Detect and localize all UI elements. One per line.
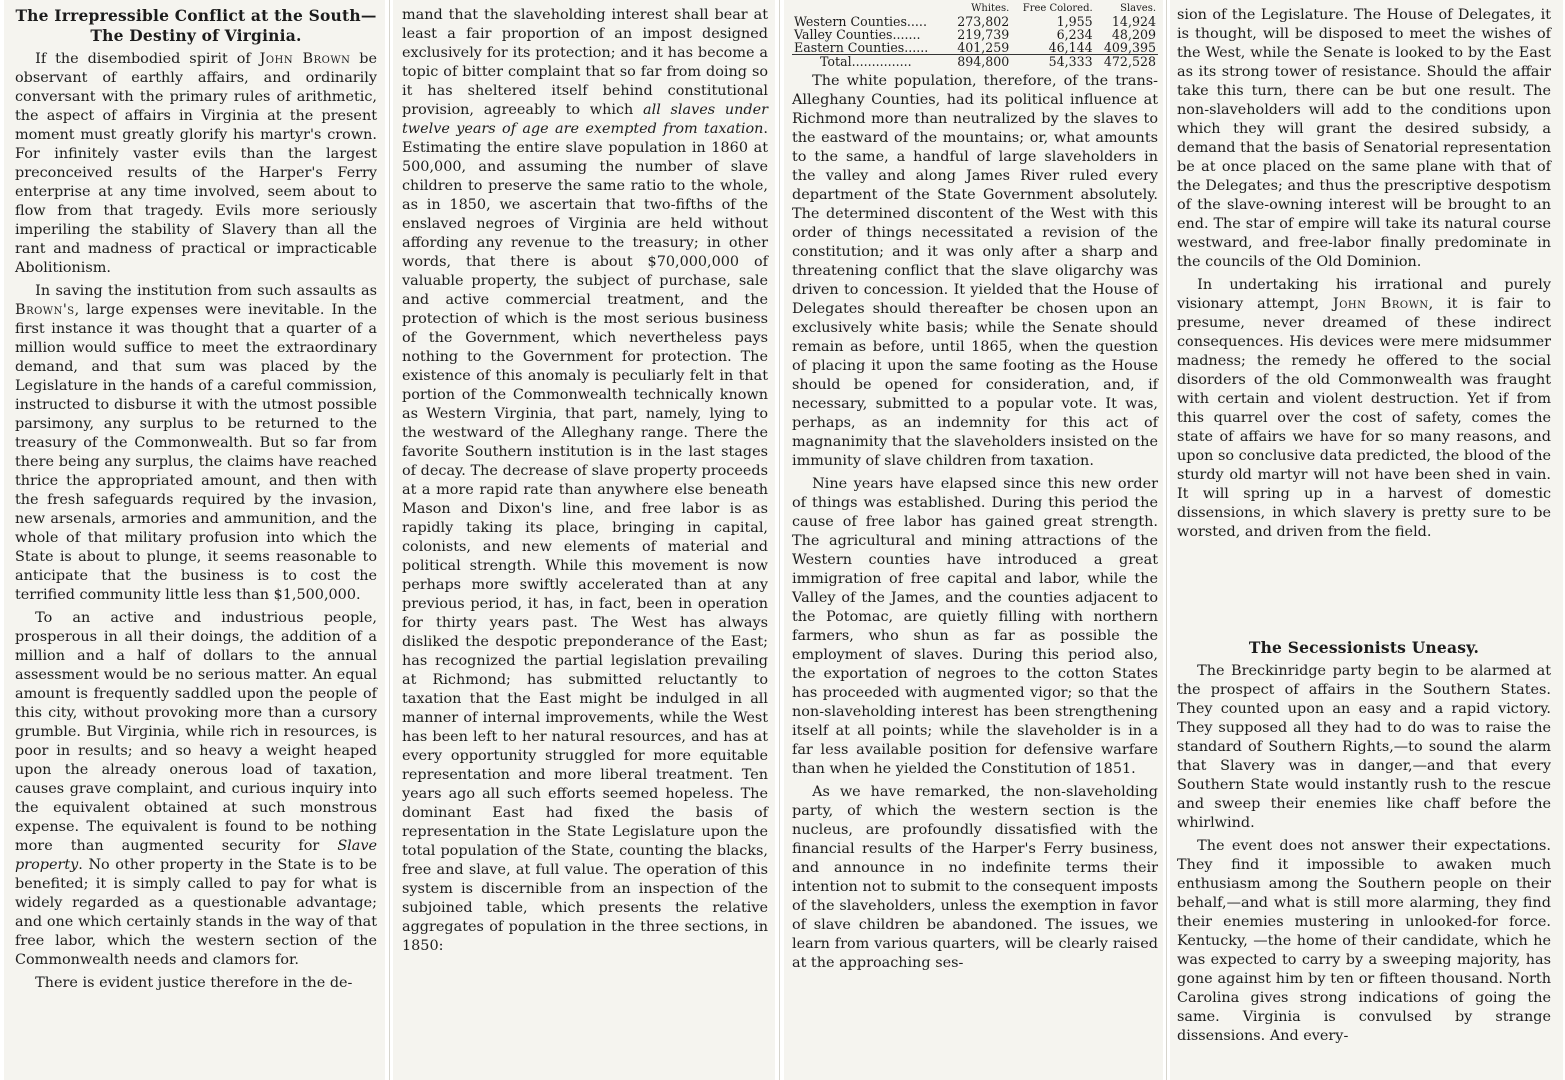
name-browns: Brown's	[15, 302, 75, 318]
census-table	[792, 2, 1158, 68]
paragraph: The Breckinridge party begin to be alarmed at the prospect of affairs in the Southern States. They counted upon an easy and a rapid victory. They supposed all they had to do was to raise the standard of Southern Rights,—to sound the alarm that Slavery was in danger,—and that every Southern State would instantly rush to the rescue and sweep their enemies like chaff before the whirlwind.	[1177, 663, 1551, 831]
paragraph: Nine years have elapsed since this new order of things was established. During this period the cause of free labor has gained great strength. The agricultural and mining attractions of the Western counties have introduced a great immigration of free capital and labor, while the Valley of the James, and the counties adjacent to the Potomac, are quietly filling with northern farmers, who shun as far as possible the employment of slaves. During this period also, the exportation of negroes to the cotton States has proceeded with augmented vigor; so that the non-slaveholding interest has been strengthening itself at all points; while the slaveholder is in a far less available position for defensive warfare than when he yielded the Constitution of 1851.	[792, 476, 1158, 777]
column-2	[393, 0, 775, 1080]
paragraph: mand that the slaveholding interest shall bear at least a fair proportion of an impost designed exclusively for its protection; and it has become a topic of bitter complaint that so far from doing so it has sheltered itself behind constitutional provision, agreeably to which all slaves under twelve years of age are exempted from taxation. Estimating the entire slave population in 1860 at 500,000, and assuming the number of slave children to preserve the same ratio to the whole, as in 1850, we ascertain that two-fifths of the enslaved negroes of Virginia are held without affording any revenue to the treasury; in other words, that there is about $70,000,000 of valuable property, the subject of purchase, sale and active commercial treatment, and the protection of which is the most serious business of the Government, which nevertheless pays nothing to the Government for protection. The existence of this anomaly is peculiarly felt in that portion of the Commonwealth technically known as Western Virginia, that part, namely, lying to the westward of the Alleghany range. There the favorite Southern institution is in the last stages of decay. The decrease of slave property proceeds at a more rapid rate than anywhere else beneath Mason and Dixon's line, and free labor is as rapidly taking its place, bringing in capital, colonists, and new elements of material and political strength. While this movement is now perhaps more swiftly accelerated than at any previous period, it has, in fact, been in operation for thirty years past. The West has always disliked the despotic preponderance of the East; has recognized the partial legislation prevailing at Richmond; has submitted reluctantly to taxation that the East might be indulged in all manner of internal improvements, while the West has been left to her natural resources, and has at every opportunity struggled for more equitable representation and more liberal treatment. Ten years ago all such efforts seemed hopeless. The dominant East had fixed the basis of representation in the State Legislature upon the total population of the State, counting the blacks, free and slave, at full value. The operation of this system is discernible from an inspection of the subjoined table, which presents the relative aggregates of population in the three sections, in 1850:	[402, 7, 768, 954]
census-header: Slaves.	[1120, 3, 1156, 14]
paragraph: In saving the institution from such assaults as Brown's, large expenses were inevitable. In the first instance it was thought that a quarter of a million would suffice to meet the extraordinary demand, and that sum was placed by the Legislature in the hands of a careful commission, instructed to disburse it with the utmost possible parsimony, any surplus to be returned to the treasury of the Commonwealth. But so far from there being any surplus, the claims have reached thrice the appropriated amount, and then with the fresh safeguards required by the invasion, new arsenals, armories and ammunition, and the whole of that military profusion into which the State is about to plunge, it seems reasonable to anticipate that the business is to cost the terrified community little less than $1,500,000.	[15, 283, 377, 603]
column-divider	[389, 0, 390, 1080]
census-row: Western Counties..... 273,802 1,955 14,924	[794, 14, 1156, 29]
column-divider	[779, 0, 780, 1080]
name-john-brown: John Brown	[1332, 296, 1429, 312]
paragraph: sion of the Legislature. The House of Delegates, it is thought, will be disposed to meet the wishes of the West, while the Senate is looked to by the East as its strong tower of resistance. Should the affair take this turn, there can be but one result. The non-slaveholders will add to the conditions upon which they will grant the desired subsidy, a demand that the basis of Senatorial representation be at once placed on the same plane with that of the Delegates; and thus the prescriptive despotism of the slave-owning interest will be brought to an end. The star of empire will take its natural course westward, and free-labor finally predominate in the councils of the Old Dominion.	[1177, 7, 1551, 270]
paragraph: The white population, therefore, of the trans-Alleghany Counties, had its political influence at Richmond more than neutralized by the slaves to the eastward of the mountains; or, what amounts to the same, a handful of large slaveholders in the valley and along James River ruled every department of the State Government absolutely. The determined discontent of the West with this order of things necessitated a revision of the constitution; and it was only after a sharp and threatening conflict that the slave oligarchy was driven to concession. It yielded that the House of Delegates should thereafter be chosen upon an exclusively white basis; while the Senate should remain as before, until 1865, when the question of placing it upon the same footing as the House should be opened for consideration, and, if necessary, submitted to a popular vote. It was, perhaps, as an indemnity for this act of magnanimity that the slaveholders insisted on the immunity of slave children from taxation.	[792, 73, 1158, 469]
article-headline: The Secessionists Uneasy.	[1248, 638, 1480, 657]
italic-slave-property: Slave property	[15, 838, 377, 873]
paragraph: The event does not answer their expectations. They find it impossible to awaken much enthusiasm among the Southern people on their behalf,—and what is still more alarming, they find their enemies mustering in unlooked-for force. Kentucky, —the home of their candidate, which he was expected to carry by a sweeping majority, has gone against him by ten or fifteen thousand. North Carolina gives strong indications of going the same. Virginia is convulsed by strange dissensions. And every-	[1177, 838, 1551, 1044]
census-header: Whites.	[971, 3, 1010, 14]
column-divider	[1166, 0, 1167, 1080]
paragraph: If the disembodied spirit of John Brown be observant of earthly affairs, and ordinarily conversant with the primary rules of arithmetic, the aspect of affairs in Virginia at the present moment must greatly glorify his martyr's crown. For infinitely vaster evils than the largest preconceived results of the Harper's Ferry enterprise at any time involved, seem about to flow from that tragedy. Evils more seriously imperiling the stability of Slavery than all the rant and madness of practical or impracticable Abolitionism.	[15, 51, 378, 276]
column-4	[1170, 0, 1563, 1080]
census-row: Eastern Counties...... 401,259 46,144 409,395	[794, 40, 1156, 55]
paragraph: As we have remarked, the non-slaveholding party, of which the western section is the nucleus, are profoundly dissatisfied with the financial results of the Harper's Ferry business, and announce in no indefinite terms their intention not to submit to the consequent imposts of the slaveholders, unless the exemption in favor of slave children be abandoned. The issues, we learn from various quarters, will be clearly raised at the approaching ses-	[792, 784, 1158, 971]
name-john-brown: John Brown	[259, 51, 351, 67]
article-headline: The Irrepressible Conflict at the South—The Destiny of Virginia.	[15, 6, 377, 45]
italic-exemption-clause: all slaves under twelve years of age are exempted from taxation	[402, 102, 768, 137]
column-3	[784, 0, 1163, 1080]
paragraph: In undertaking his irrational and purely visionary attempt, John Brown, it is fair to presume, never dreamed of these indirect consequences. His devices were mere midsummer madness; the remedy he offered to the social disorders of the old Commonwealth was fraught with certain and violent destruction. Yet if from this quarrel over the cost of safety, comes the state of affairs we have for so many reasons, and upon so conclusive data predicted, the blood of the sturdy old martyr will not have been shed in vain. It will spring up in a harvest of domestic dissensions, in which slavery is pretty sure to be worsted, and driven from the field.	[1177, 277, 1551, 540]
column-1	[4, 0, 385, 1080]
article-secessionists	[1177, 626, 1551, 1046]
census-header: Free Colored.	[1022, 3, 1093, 14]
census-row: Valley Counties....... 219,739 6,234 48,209	[794, 27, 1156, 42]
paragraph: To an active and industrious people, prosperous in all their doings, the addition of a million and a half of dollars to the annual assessment would be no serious matter. An equal amount is frequently saddled upon the people of this city, without provoking more than a cursory grumble. But Virginia, while rich in resources, is poor in results; and so heavy a weight heaped upon the already onerous load of taxation, causes grave complaint, and curious inquiry into the equivalent obtained at such monstrous expense. The equivalent is found to be nothing more than augmented security for Slave property. No other property in the State is to be benefited; it is simply called to pay for what is widely regarded as a questionable advantage; and one which certainly stands in the way of that free labor, which the western section of the Commonwealth needs and clamors for.	[15, 610, 377, 968]
paragraph: There is evident justice therefore in the de-	[35, 975, 353, 991]
census-total-row: Total............... 894,800 54,333 472,528	[792, 55, 1158, 69]
